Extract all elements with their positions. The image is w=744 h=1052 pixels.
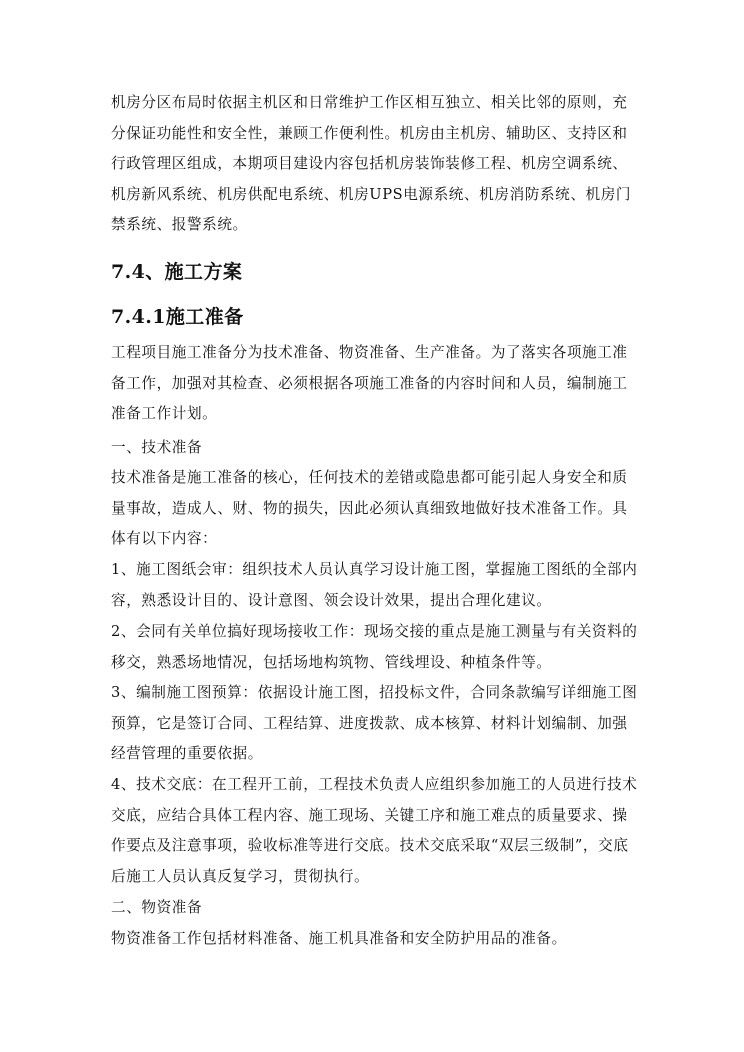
section-heading-7-4-1: 7.4.1施工准备 (111, 306, 244, 328)
list-item-technical-briefing: 4、技术交底：在工程开工前，工程技术负责人应组织参加施工的人员进行技术交底，应结合具体工程内容、施工现场、关键工序和施工难点的质量要求、操作要点及注意事项，验收标准等进行交底。技术交底采取“双层三级制”，交底后施工人员认真反复学习，贯彻执行。 (111, 776, 638, 885)
list-item-drawing-review: 1、施工图纸会审：组织技术人员认真学习设计施工图，掌握施工图纸的全部内容，熟悉设计目的、设计意图、领会设计效果，提出合理化建议。 (111, 561, 638, 609)
subheading-technical-preparation: 一、技术准备 (111, 439, 203, 456)
material-preparation-paragraph: 物资准备工作包括材料准备、施工机具准备和安全防护用品的准备。 (111, 930, 567, 947)
subheading-material-preparation: 二、物资准备 (111, 899, 203, 916)
technical-preparation-paragraph: 技术准备是施工准备的核心，任何技术的差错或隐患都可能引起人身安全和质量事故，造成人、财、物的损失，因此必须认真细致地做好技术准备工作。具体有以下内容： (111, 469, 628, 548)
section-heading-7-4: 7.4、施工方案 (111, 261, 243, 283)
list-item-budget: 3、编制施工图预算：依据设计施工图，招投标文件，合同条款编写详细施工图预算，它是签订合同、工程结算、进度拨款、成本核算、材料计划编制、加强经营管理的重要依据。 (111, 684, 638, 763)
intro-paragraph: 机房分区布局时依据主机区和日常维护工作区相互独立、相关比邻的原则，充分保证功能性和安全性，兼顾工作便利性。机房由主机房、辅助区、支持区和行政管理区组成，本期项目建设内容包括机房装饰装修工程、机房空调系统、机房新风系统、机房供配电系统、机房UPS电源系统、机房消防系统、机房门禁系统、报警系统。 (111, 94, 632, 234)
list-item-site-handover: 2、会同有关单位搞好现场接收工作：现场交接的重点是施工测量与有关资料的移交，熟悉场地情况，包括场地构筑物、管线埋设、种植条件等。 (111, 623, 638, 671)
preparation-paragraph: 工程项目施工准备分为技术准备、物资准备、生产准备。为了落实各项施工准备工作，加强对其检查、必须根据各项施工准备的内容时间和人员，编制施工准备工作计划。 (111, 344, 628, 423)
